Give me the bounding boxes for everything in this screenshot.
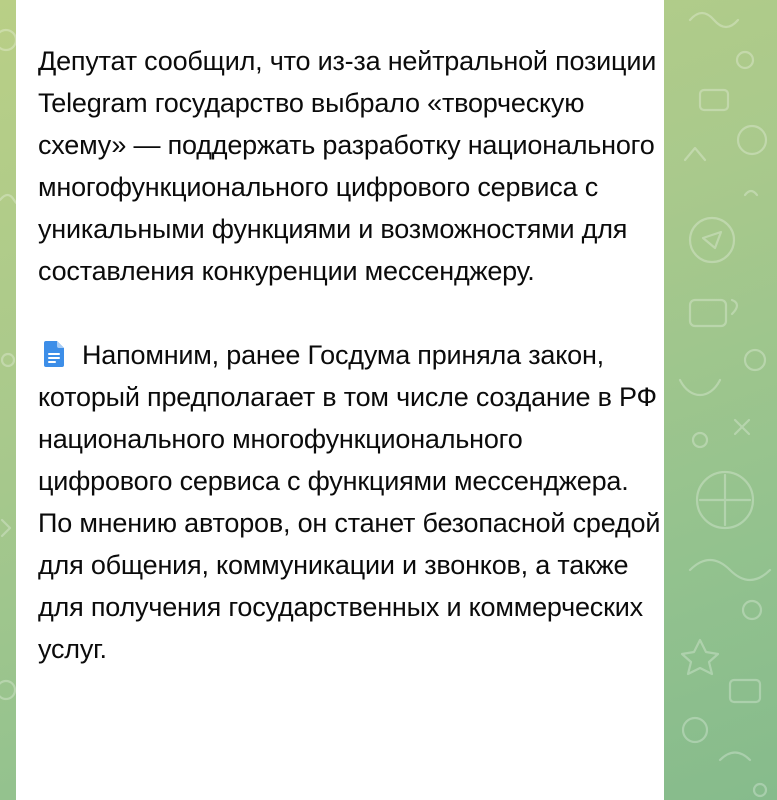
message-bubble[interactable] [16,0,664,800]
message-paragraph-1: Депутат сообщил, что из-за нейтральной позиции Telegram государство выбрало «творческую схему» — поддержать разработку национального многофункционального цифрового сервиса с уникальными функциями и возможностями для составления конкуренции мессенджеру. [38,46,657,286]
document-icon [44,337,64,363]
message-paragraph-2-container [38,334,663,670]
message-paragraph-2: Напомним, ранее Госдума приняла закон, который предполагает в том числе создание в РФ национального многофункционального цифрового сервиса с функциями мессенджера. По мнению авторов, он станет безопасной средой для общения, коммуникации и звонков, а также для получения государственных и коммерческих услуг. [38,340,661,664]
